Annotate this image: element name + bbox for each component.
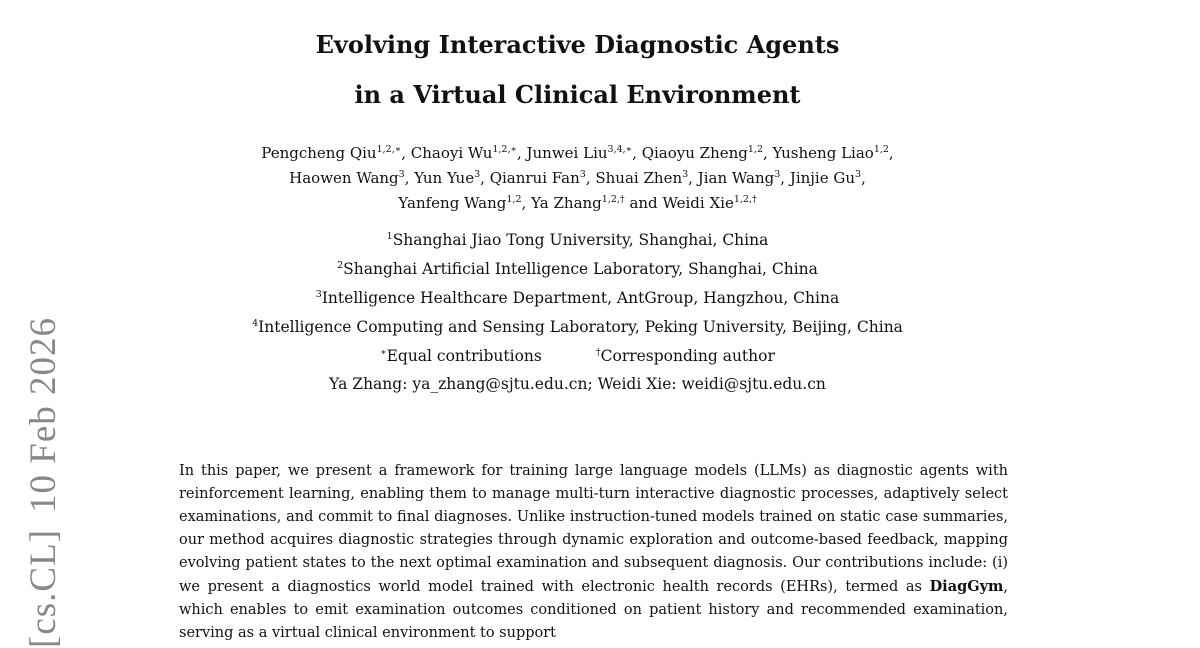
author: Yusheng Liao$^{1,2}$ — [772, 144, 889, 162]
author: Jian Wang$^3$ — [697, 169, 781, 187]
affiliation: $^4$Intelligence Computing and Sensing Laboratory, Peking University, Beijing, China — [252, 318, 903, 336]
author: Ya Zhang$^{1,2,\dagger}$ — [531, 194, 625, 212]
author: Yun Yue$^3$ — [414, 169, 481, 187]
author: Yanfeng Wang$^{1,2}$ — [398, 194, 522, 212]
author-list: Pengcheng Qiu$^{1,2,∗}$, Chaoyi $Wu^{1,2,∗}$, Junwei Liu$^{3,4,∗}$, Qiaoyu Zheng$^{1,2}$, Yusheng Liao$^{1,2}$, Haowen Wang$^3$, Yun Yue$^3$, Qianrui Fan$^3$, Shuai Zhen$^3$, Jian Wang$^3$, Jinjie Gu$^3$, Yanfeng Wang$^{1,2}$, Ya Zhang$^{1,2,\dagger}$ and Weidi Xie$^{1,2,\dagger}$ — [261, 144, 894, 212]
affiliation: $^1$Shanghai Jiao Tong University, Shanghai, China — [386, 231, 769, 249]
paper-title-line-2: in a Virtual Clinical Environment — [354, 80, 801, 109]
arxiv-date: 10 Feb 2026 — [23, 317, 64, 513]
affiliation: $^2$Shanghai Artificial Intelligence Laboratory, Shanghai, China — [337, 260, 818, 278]
author: Chaoyi $Wu^{1,2,∗}$ — [410, 144, 517, 162]
arxiv-category: [cs.CL] — [23, 529, 64, 648]
author: Pengcheng Qiu$^{1,2,∗}$ — [261, 144, 402, 162]
abstract: In this paper, we present a framework for training large language models (LLMs) as diagnostic agents with reinforcement learning, enabling them to manage multi-turn interactive diagnostic processes, adaptively select examinations, and commit to final diagnoses. Unlike instruction-tuned models trained on static case summaries, our method acquires diagnostic strategies through dynamic exploration and outcome-based feedback, mapping evolving patient states to the next optimal examination and subsequent diagnosis. Our contributions include: (i) we present a diagnostics world model trained with electronic health records (EHRs), termed as DiagGym, which enables to emit examination outcomes conditioned on patient history and recommended examination, serving as a virtual clinical environment to support — [179, 463, 1008, 641]
author: Junwei Liu$^{3,4,∗}$ — [526, 144, 633, 162]
author: Shuai Zhen$^3$ — [595, 169, 689, 187]
diaggym-term: DiagGym — [929, 578, 1004, 595]
affiliation: $^3$Intelligence Healthcare Department, AntGroup, Hangzhou, China — [315, 289, 840, 307]
paper-title-line-1: Evolving Interactive Diagnostic Agents — [315, 30, 840, 59]
author: Haowen Wang$^3$ — [289, 169, 405, 187]
author: Jinjie Gu$^3$ — [789, 169, 862, 187]
author: Weidi Xie$^{1,2,\dagger}$ — [662, 194, 757, 212]
author: Qianrui Fan$^3$ — [489, 169, 586, 187]
author: Qiaoyu Zheng$^{1,2}$ — [641, 144, 763, 162]
affiliations — [0, 226, 1155, 397]
contact-emails: Ya Zhang: ya_zhang@sjtu.edu.cn; Weidi Xie: weidi@sjtu.edu.cn — [329, 375, 826, 393]
author-notes: ∗Equal contributions †Corresponding author — [380, 347, 775, 365]
